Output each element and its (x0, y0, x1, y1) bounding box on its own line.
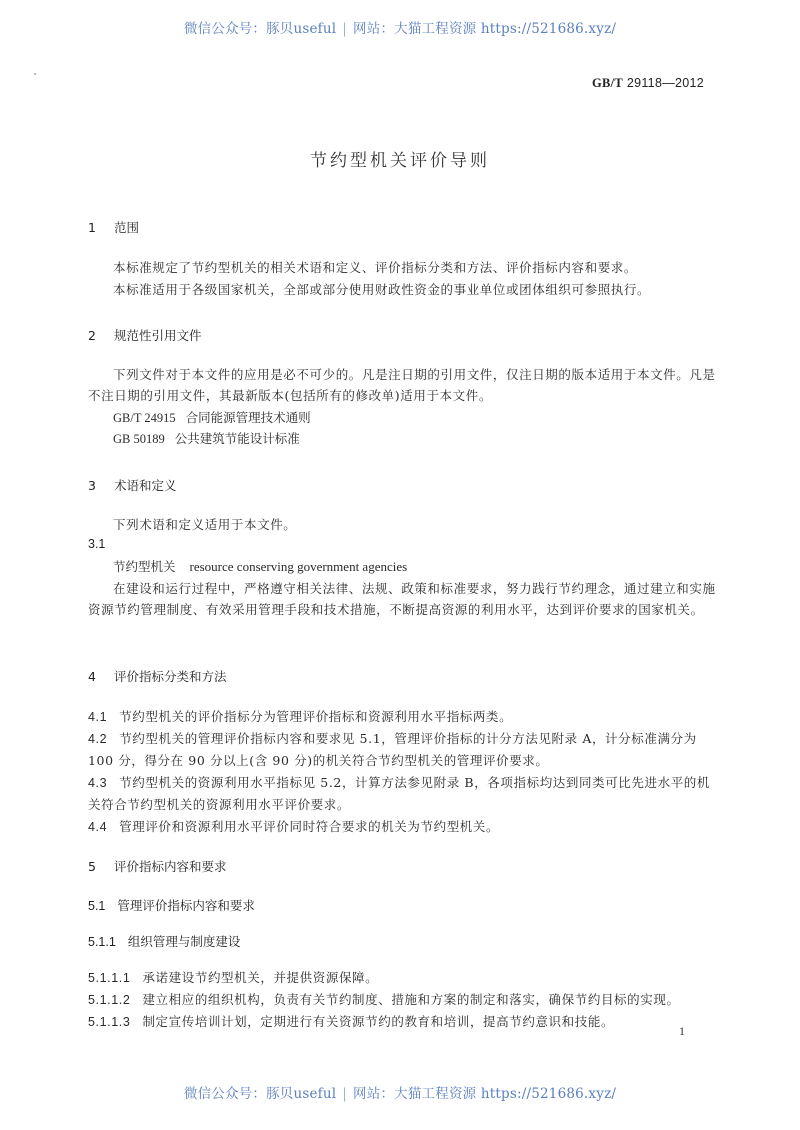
watermark-separator: | (342, 21, 348, 37)
standard-code (592, 76, 704, 91)
clause-number: 4.3 (88, 776, 108, 790)
clause-text: 管理评价和资源利用水平评价同时符合要求的机关为节约型机关。 (119, 819, 500, 834)
clause-4-4 (88, 816, 716, 838)
reference-name: 公共建筑节能设计标准 (174, 431, 300, 446)
clause-number: 4.1 (88, 710, 108, 724)
standard-code-prefix: GB/T (592, 76, 624, 90)
watermark-website: 网站：大猫工程资源 https://521686.xyz/ (353, 1086, 617, 1102)
section-number: 1 (88, 220, 96, 235)
section-number: 5 (88, 859, 96, 874)
normative-reference (113, 408, 311, 426)
subsection-number: 5.1 (88, 899, 106, 913)
clause-4-2 (88, 728, 716, 771)
watermark-top (0, 17, 800, 37)
reference-code: GB/T 24915 (113, 411, 176, 425)
subsection-heading-5-1-1 (88, 932, 240, 950)
section-number: 2 (88, 328, 96, 343)
clause-5-1-1-2 (88, 989, 716, 1011)
standard-code-number: 29118—2012 (626, 76, 704, 90)
watermark-wechat: 微信公众号：豚贝useful (183, 21, 337, 37)
document-title: 节约型机关评价导则 (310, 151, 490, 171)
section-heading-2 (88, 326, 202, 344)
scan-artifact (34, 73, 36, 75)
section-heading-1 (88, 218, 139, 236)
section-number: 3 (88, 478, 96, 493)
clause-number: 4.4 (88, 820, 108, 834)
subsection-title: 组织管理与制度建设 (127, 934, 241, 949)
paragraph: 本标准适用于各级国家机关，全部或部分使用财政性资金的事业单位或团体组织可参照执行。 (113, 282, 651, 297)
clause-text: 节约型机关的评价指标分为管理评价指标和资源利用水平指标两类。 (119, 709, 513, 724)
subsection-title: 管理评价指标内容和要求 (117, 898, 255, 913)
clause-5-1-1-1 (88, 967, 716, 989)
paragraph: 本标准规定了节约型机关的相关术语和定义、评价指标分类和方法、评价指标内容和要求。 (113, 260, 638, 275)
term-definition: 在建设和运行过程中，严格遵守相关法律、法规、政策和标准要求，努力践行节约理念，通过建立和实施资源节约管理制度、有效采用管理手段和技术措施，不断提高资源的利用水平，达到评价要求的国家机关。 (88, 581, 716, 617)
clause-number: 5.1.1.2 (88, 993, 131, 1007)
section-title: 评价指标内容和要求 (114, 859, 227, 874)
watermark-separator: | (342, 1086, 348, 1102)
term-english: resource conserving government agencies (189, 559, 408, 574)
watermark-wechat: 微信公众号：豚贝useful (183, 1086, 337, 1102)
section-title: 评价指标分类和方法 (114, 669, 227, 684)
page-number: 1 (679, 1024, 685, 1038)
paragraph: 下列文件对于本文件的应用是必不可少的。凡是注日期的引用文件，仅注日期的版本适用于本文件。凡是不注日期的引用文件，其最新版本(包括所有的修改单)适用于本文件。 (88, 367, 716, 403)
section-title: 范围 (114, 220, 140, 235)
section-title: 规范性引用文件 (114, 328, 202, 343)
reference-code: GB 50189 (113, 432, 165, 446)
paragraph: 下列术语和定义适用于本文件。 (113, 517, 297, 532)
section-heading-3 (88, 476, 177, 494)
term-chinese: 节约型机关 (113, 559, 176, 574)
section-title: 术语和定义 (114, 478, 177, 493)
clause-number: 5.1.1.1 (88, 971, 131, 985)
watermark-website: 网站：大猫工程资源 https://521686.xyz/ (353, 21, 617, 37)
clause-5-1-1-3 (88, 1011, 716, 1033)
clause-text: 制定宣传培训计划，定期进行有关资源节约的教育和培训，提高节约意识和技能。 (142, 1014, 615, 1029)
section-heading-4 (88, 667, 227, 685)
watermark-bottom (0, 1082, 800, 1102)
subsection-number: 5.1.1 (88, 935, 116, 949)
reference-name: 合同能源管理技术通则 (185, 410, 311, 425)
subsection-number-3-1: 3.1 (88, 537, 106, 551)
normative-reference (113, 429, 300, 447)
subsection-heading-5-1 (88, 896, 255, 914)
clause-number: 4.2 (88, 732, 108, 746)
clause-text: 承诺建设节约型机关，并提供资源保障。 (142, 970, 379, 985)
term-entry (113, 557, 407, 575)
clause-text: 建立相应的组织机构，负责有关节约制度、措施和方案的制定和落实，确保节约目标的实现。 (142, 992, 680, 1007)
clause-4-3 (88, 772, 716, 815)
clause-4-1 (88, 706, 716, 728)
clause-number: 5.1.1.3 (88, 1015, 131, 1029)
section-number: 4 (88, 669, 96, 684)
clause-text: 节约型机关的资源利用水平指标见 5.2，计算方法参见附录 B，各项指标均达到同类可比先进水平的机关符合节约型机关的资源利用水平评价要求。 (88, 775, 711, 812)
clause-text: 节约型机关的管理评价指标内容和要求见 5.1，管理评价指标的计分方法见附录 A，计分标准满分为 100 分，得分在 90 分以上(含 90 分)的机关符合节约型机关的管理评价要求。 (88, 731, 697, 768)
section-heading-5 (88, 857, 227, 875)
